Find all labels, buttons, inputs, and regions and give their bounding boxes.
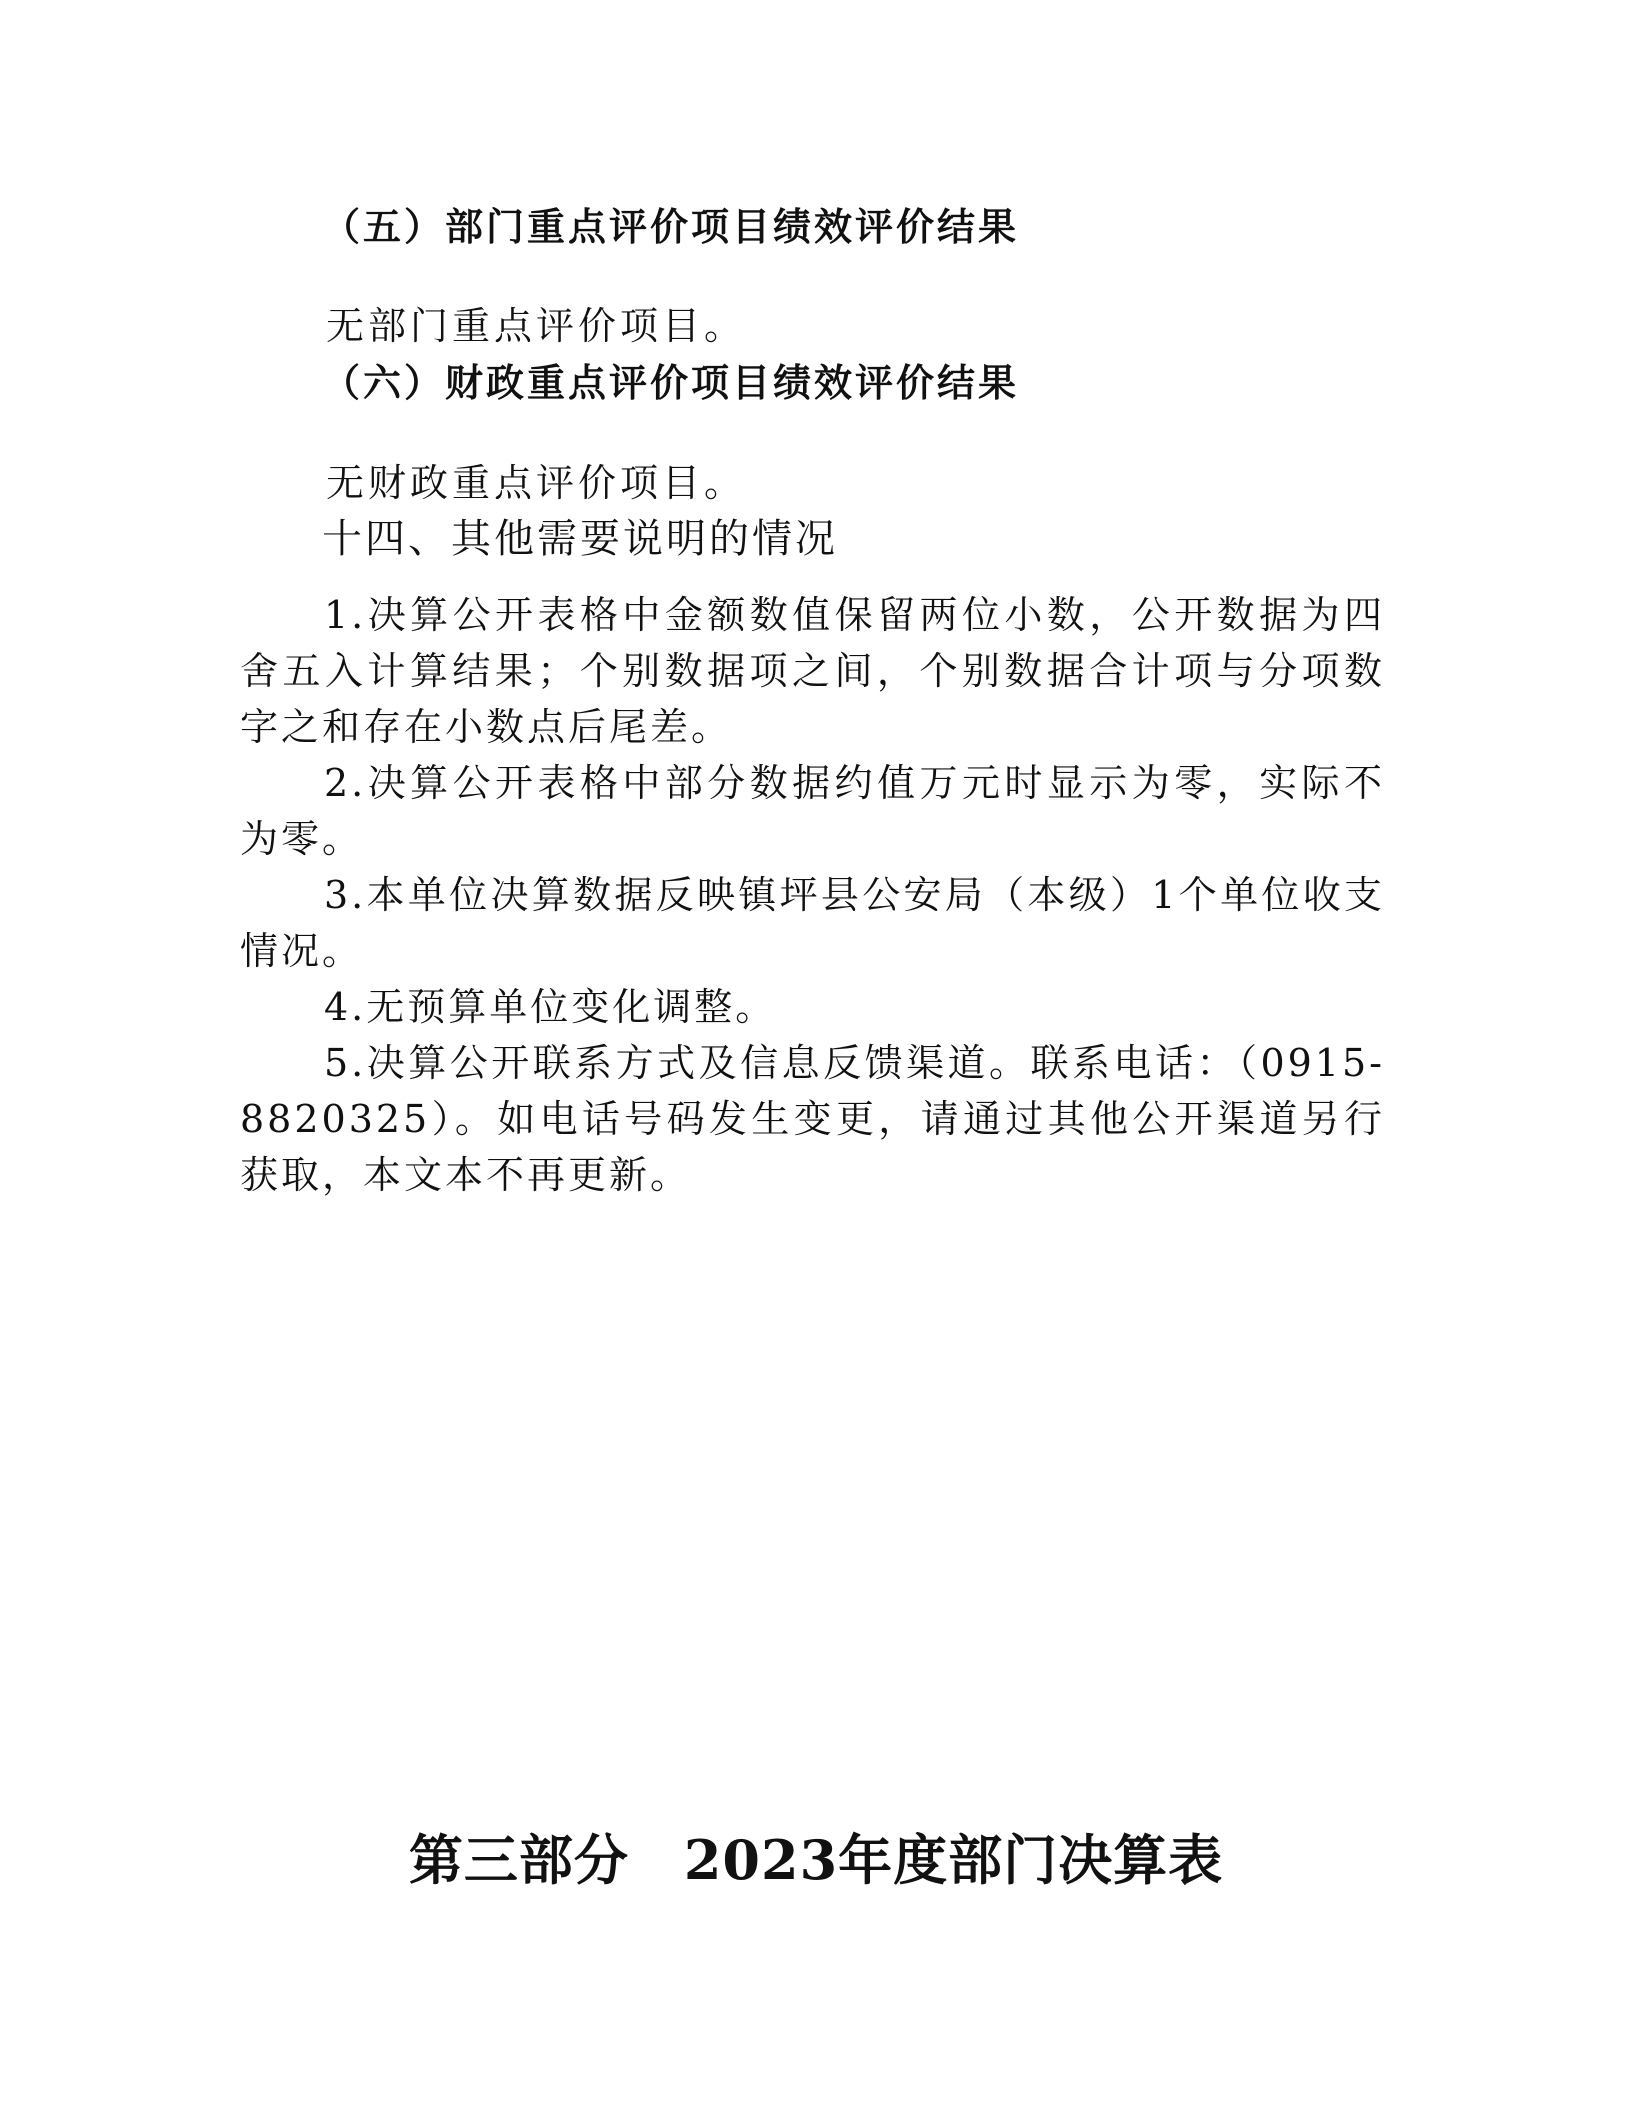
section6-heading: （六）财政重点评价项目绩效评价结果: [322, 361, 1020, 405]
note-item-3: 3.本单位决算数据反映镇坪县公安局（本级）1个单位收支情况。: [240, 873, 1385, 973]
section6-body: 无财政重点评价项目。: [326, 461, 747, 505]
section14-heading: 十四、其他需要说明的情况: [322, 516, 838, 562]
note-item-2: 2.决算公开表格中部分数据约值万元时显示为零，实际不为零。: [240, 761, 1385, 861]
note-item-1: 1.决算公开表格中金额数值保留两位小数，公开数据为四舍五入计算结果；个别数据项之间，个别数据合计项与分项数字之和存在小数点后尾差。: [240, 593, 1385, 749]
section5-heading: （五）部门重点评价项目绩效评价结果: [322, 205, 1020, 249]
note-item-5: 5.决算公开联系方式及信息反馈渠道。联系电话：（0915-8820325）。如电话号码发生变更，请通过其他公开渠道另行获取，本文本不再更新。: [240, 1041, 1385, 1197]
part3-title: 第三部分 2023年度部门决算表: [408, 1828, 1224, 1892]
note-item-4: 4.无预算单位变化调整。: [324, 985, 777, 1029]
section5-body: 无部门重点评价项目。: [326, 304, 747, 348]
